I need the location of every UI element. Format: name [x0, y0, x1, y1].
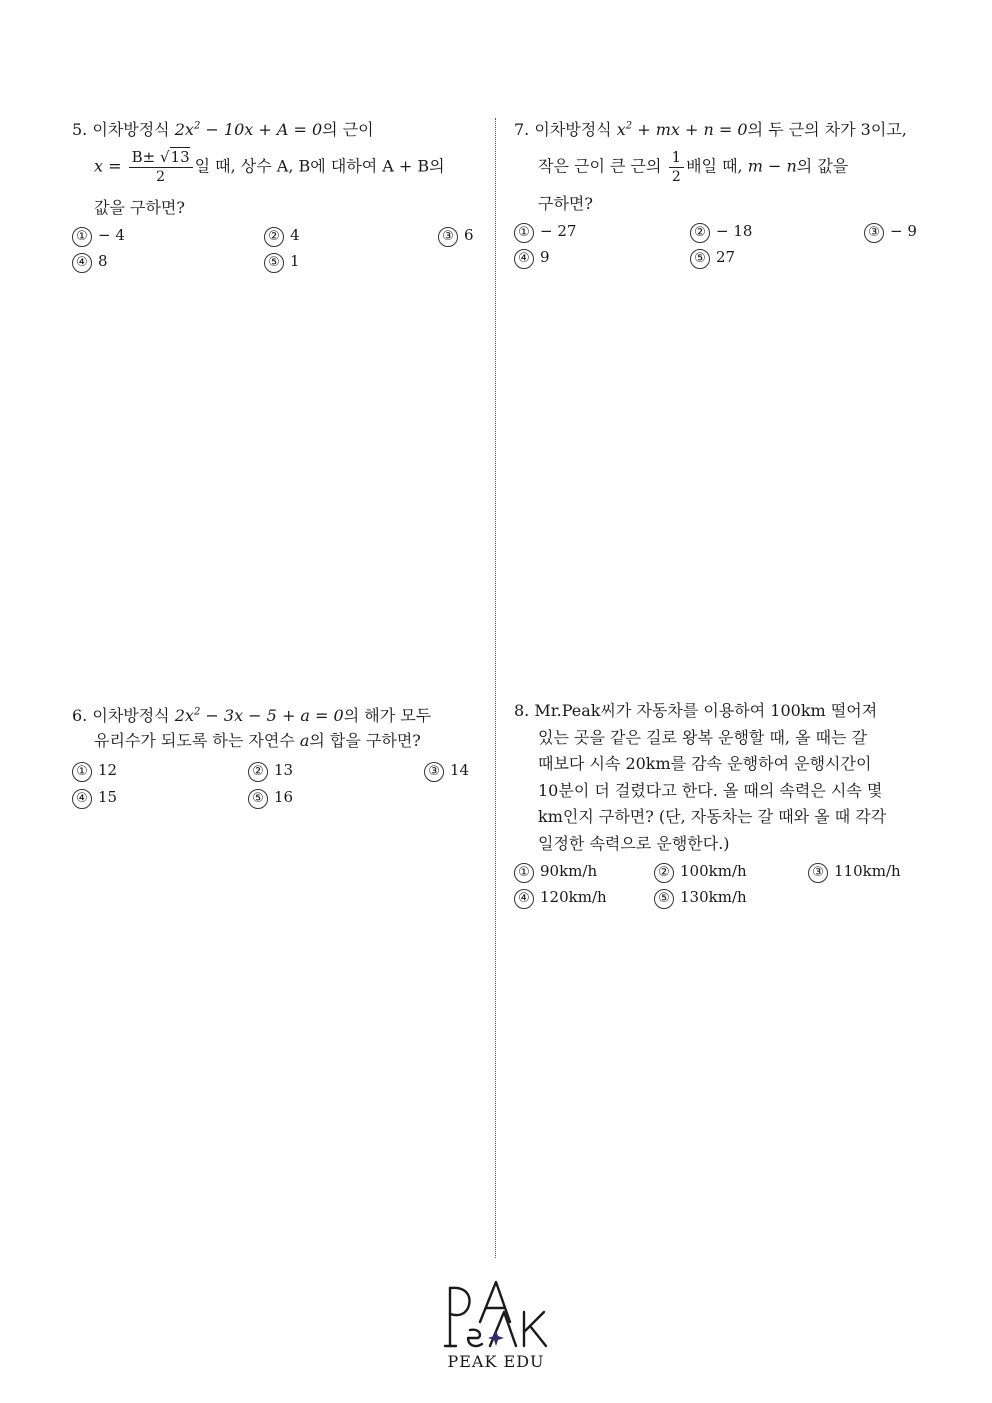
question-8: [514, 698, 934, 857]
choice-2[interactable]: ② − 18: [690, 222, 752, 243]
choice-2[interactable]: ② 100km/h: [654, 862, 747, 883]
equation: x =: [94, 156, 122, 176]
choice-2[interactable]: ② 13: [248, 761, 293, 782]
question-text: 10분이 더 걸렸다고 한다. 올 때의 속력은 시속 몇: [538, 780, 883, 800]
question-number: 8.: [514, 701, 530, 720]
choice-4[interactable]: ④ 120km/h: [514, 888, 607, 909]
question-text: 의 값을: [796, 156, 849, 176]
question-text: 의 근이: [322, 120, 374, 139]
question-text: Mr.Peak씨가 자동차를 이용하여 100km 떨어져: [534, 701, 878, 720]
equation: $2x^2 - 10x + A = 0$: [174, 120, 323, 139]
choice-1[interactable]: ① 12: [72, 761, 117, 782]
equation: $2x^2 - 3x - 5 + a = 0$: [174, 706, 344, 725]
question-number: 6.: [72, 706, 88, 725]
question-text: 배일 때,: [686, 156, 748, 176]
variable: a: [299, 730, 310, 750]
choice-3[interactable]: ③ 110km/h: [808, 862, 901, 883]
question-text: 작은 근이 큰 근의: [538, 156, 667, 176]
question-text: 이차방정식: [92, 120, 175, 139]
choice-1[interactable]: ① 90km/h: [514, 862, 597, 883]
choice-3[interactable]: ③ 14: [424, 761, 469, 782]
question-text: 때보다 시속 20km를 감속 운행하여 운행시간이: [538, 754, 872, 773]
choice-5[interactable]: ⑤ 130km/h: [654, 888, 747, 909]
question-number: 5.: [72, 120, 88, 139]
question-text: 유리수가 되도록 하는 자연수: [94, 730, 300, 750]
question-7: [514, 118, 934, 217]
question-text: 일정한 속력으로 운행한다.): [538, 833, 730, 853]
equation: m − n: [747, 156, 797, 176]
question-text: 의 해가 모두: [343, 706, 432, 725]
choice-1[interactable]: ① − 27: [514, 222, 576, 243]
fraction: $\frac{B\pm √13}{2}$: [129, 148, 193, 186]
choice-5[interactable]: ⑤ 27: [690, 248, 735, 269]
question-6: [72, 704, 482, 754]
choice-4[interactable]: ④ 9: [514, 248, 550, 269]
question-text: 있는 곳을 같은 길로 왕복 운행할 때, 올 때는 갈: [538, 727, 868, 747]
question-text: 이차방정식: [534, 120, 617, 139]
question-text: 이차방정식: [92, 706, 175, 725]
brand-name: PEAK EDU: [447, 1352, 545, 1371]
question-text: 일 때, 상수 A, B에 대하여 A + B의: [194, 156, 445, 176]
choice-3[interactable]: ③ 6: [438, 226, 474, 247]
question-5: [72, 118, 482, 221]
column-divider: [495, 118, 496, 1258]
choice-4[interactable]: ④ 8: [72, 252, 108, 273]
choice-1[interactable]: ① − 4: [72, 226, 125, 247]
choice-5[interactable]: ⑤ 1: [264, 252, 300, 273]
choice-2[interactable]: ② 4: [264, 226, 300, 247]
question-text: 의 두 근의 차가 3이고,: [747, 120, 907, 139]
question-text: 의 합을 구하면?: [309, 730, 421, 750]
choice-4[interactable]: ④ 15: [72, 788, 117, 809]
question-text: 구하면?: [538, 194, 593, 213]
question-text: km인지 구하면? (단, 자동차는 갈 때와 올 때 각각: [538, 807, 887, 826]
question-number: 7.: [514, 120, 530, 139]
choice-5[interactable]: ⑤ 16: [248, 788, 293, 809]
equation: $x^2$ + mx + n = 0: [616, 120, 748, 139]
choice-3[interactable]: ③ − 9: [864, 222, 917, 243]
question-text: 값을 구하면?: [94, 198, 185, 217]
fraction: $\frac{1}{2}$: [669, 148, 685, 186]
